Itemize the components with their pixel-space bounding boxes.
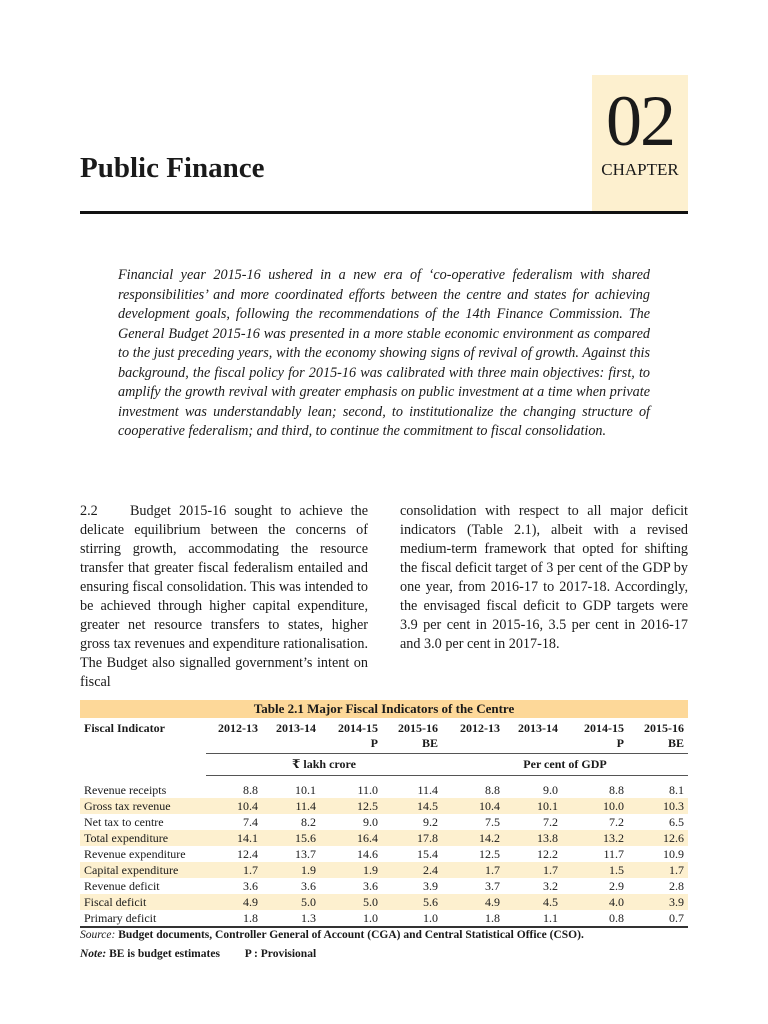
table-cell: 7.4 xyxy=(243,814,258,829)
table-cell: 13.2 xyxy=(562,830,628,846)
year-header: 2014-15 P xyxy=(584,721,624,750)
table-caption: Table 2.1 Major Fiscal Indicators of the Centre xyxy=(80,700,688,718)
table-grid xyxy=(80,718,688,926)
table-cell: 3.6 xyxy=(243,878,258,893)
page-title: Public Finance xyxy=(80,152,265,184)
unit-lakh-crore: ₹ lakh crore xyxy=(206,754,442,776)
table-cell: 4.5 xyxy=(504,894,562,910)
year-header: 2013-14 xyxy=(518,721,558,735)
table-cell: 11.0 xyxy=(357,782,378,797)
table-cell: 8.8 xyxy=(243,782,258,797)
table-cell: 13.7 xyxy=(295,846,316,861)
table-row xyxy=(80,830,688,846)
table-cell: 14.2 xyxy=(442,830,504,846)
row-label: Revenue deficit xyxy=(84,878,160,893)
table-cell: 12.2 xyxy=(537,846,558,861)
year-header: 2015-16 BE xyxy=(398,721,438,750)
note-label: Note: xyxy=(80,948,107,960)
table-row xyxy=(80,878,688,894)
row-label: Net tax to centre xyxy=(84,814,164,829)
table-cell: 5.0 xyxy=(320,894,382,910)
table-cell: 9.2 xyxy=(423,814,438,829)
table-cell: 1.8 xyxy=(485,910,500,925)
table-cell: 6.5 xyxy=(669,814,684,829)
table-cell: 13.8 xyxy=(504,830,562,846)
row-label: Revenue receipts xyxy=(84,782,167,797)
table-cell: 3.9 xyxy=(628,894,688,910)
table-cell: 0.7 xyxy=(669,910,684,925)
table-cell: 3.9 xyxy=(423,878,438,893)
table-body xyxy=(80,782,688,926)
table-row xyxy=(80,910,688,926)
row-label: Primary deficit xyxy=(84,910,157,925)
year-header-row xyxy=(80,718,688,754)
table-cell: 15.6 xyxy=(262,830,320,846)
table-cell: 8.8 xyxy=(485,782,500,797)
table-cell: 5.6 xyxy=(382,894,442,910)
table-row xyxy=(80,846,688,862)
table-cell: 11.4 xyxy=(262,798,320,814)
table-cell: 1.7 xyxy=(442,862,504,878)
table-cell: 4.9 xyxy=(206,894,262,910)
table-cell: 2.9 xyxy=(609,878,624,893)
table-cell: 11.4 xyxy=(417,782,438,797)
table-cell: 1.0 xyxy=(363,910,378,925)
table-cell: 3.6 xyxy=(301,878,316,893)
table-cell: 1.9 xyxy=(320,862,382,878)
table-cell: 12.6 xyxy=(628,830,688,846)
intro-paragraph: Financial year 2015-16 ushered in a new era of ‘co-operative federalism with shared responsibilities’ and more coordinated efforts between the centre and states for achieving development goals, following the recommendations of the 14th Finance Commission. The General Budget 2015-16 was presented in a more stable economic environment as compared to the just preceding years, with the economy showing signs of revival of growth. Against this background, the fiscal policy for 2015-16 was calibrated with three main objectives: first, to amplify the growth revival with greater emphasis on public investment at a time when private investment was understandably lean; second, to institutionalize the changing structure of cooperative federalism; and third, to continue the commitment to fiscal consolidation. xyxy=(118,267,650,439)
row-label: Total expenditure xyxy=(80,830,206,846)
table-note xyxy=(80,947,688,962)
table-cell: 5.0 xyxy=(262,894,320,910)
unit-header-row xyxy=(80,754,688,776)
indicator-header: Fiscal Indicator xyxy=(84,721,165,735)
table-cell: 2.8 xyxy=(669,878,684,893)
chapter-number: 02 xyxy=(606,81,674,161)
table-row xyxy=(80,798,688,814)
table-cell: 1.9 xyxy=(262,862,320,878)
source-label: Source: xyxy=(80,929,116,941)
source-text: Budget documents, Controller General of Account (CGA) and Central Statistical Office (CSO). xyxy=(118,929,584,941)
table-cell: 10.3 xyxy=(628,798,688,814)
table-cell: 10.0 xyxy=(562,798,628,814)
unit-percent-gdp: Per cent of GDP xyxy=(442,754,688,776)
note-be: BE is budget estimates xyxy=(109,948,220,960)
table-cell: 1.7 xyxy=(628,862,688,878)
table-cell: 1.3 xyxy=(301,910,316,925)
table-row xyxy=(80,814,688,830)
table-cell: 9.0 xyxy=(543,782,558,797)
table-row xyxy=(80,894,688,910)
table-cell: 10.4 xyxy=(206,798,262,814)
table-cell: 4.9 xyxy=(442,894,504,910)
table-cell: 12.4 xyxy=(237,846,258,861)
table-cell: 10.1 xyxy=(295,782,316,797)
table-cell: 0.8 xyxy=(609,910,624,925)
row-label: Revenue expenditure xyxy=(84,846,186,861)
year-header: 2012-13 xyxy=(218,721,258,735)
table-cell: 17.8 xyxy=(382,830,442,846)
table-cell: 14.6 xyxy=(357,846,378,861)
chapter-badge xyxy=(592,75,688,213)
row-label: Fiscal deficit xyxy=(80,894,206,910)
row-label: Capital expenditure xyxy=(80,862,206,878)
table-cell: 1.1 xyxy=(543,910,558,925)
fiscal-indicators-table xyxy=(80,700,688,928)
table-cell: 10.4 xyxy=(442,798,504,814)
table-cell: 1.0 xyxy=(423,910,438,925)
table-cell: 2.4 xyxy=(382,862,442,878)
table-cell: 15.4 xyxy=(417,846,438,861)
table-cell: 9.0 xyxy=(363,814,378,829)
table-source xyxy=(80,928,688,943)
table-cell: 11.7 xyxy=(603,846,624,861)
table-cell: 8.8 xyxy=(609,782,624,797)
table-cell: 3.6 xyxy=(363,878,378,893)
table-cell: 1.8 xyxy=(243,910,258,925)
table-cell: 1.5 xyxy=(562,862,628,878)
note-provisional: P : Provisional xyxy=(244,948,317,960)
body-column-right: consolidation with respect to all major deficit indicators (Table 2.1), albeit with a revised medium-term framework that opted for shifting the fiscal deficit target of 3 per cent of the GDP by one year, from 2016-17 to 2017-18. Accordingly, the envisaged fiscal deficit to GDP targets were 3.9 per cent in 2015-16, 3.5 per cent in 2016-17 and 3.0 per cent in 2017-18. xyxy=(400,503,688,652)
table-cell: 10.9 xyxy=(663,846,684,861)
body-column-left: 2.2 Budget 2015-16 sought to achieve the delicate equilibrium between the concerns of stirring growth, accommodating the resource transfer that greater fiscal federalism entailed and ensuring fiscal consolidation. This was intended to be achieved through higher capital expenditure, greater net resource transfers to states, higher gross tax revenues and expenditure rationalisation. The Budget also signalled government’s intent on fiscal xyxy=(80,503,368,690)
table-cell: 1.7 xyxy=(206,862,262,878)
table-cell: 7.2 xyxy=(543,814,558,829)
year-header: 2013-14 xyxy=(276,721,316,735)
table-row xyxy=(80,862,688,878)
table-cell: 16.4 xyxy=(320,830,382,846)
table-cell: 12.5 xyxy=(479,846,500,861)
title-rule xyxy=(80,211,688,214)
table-cell: 12.5 xyxy=(320,798,382,814)
year-header: 2012-13 xyxy=(460,721,500,735)
table-cell: 14.5 xyxy=(382,798,442,814)
year-header: 2014-15 P xyxy=(338,721,378,750)
year-header: 2015-16 BE xyxy=(644,721,684,750)
table-cell: 1.7 xyxy=(504,862,562,878)
table-cell: 8.2 xyxy=(301,814,316,829)
row-label: Gross tax revenue xyxy=(80,798,206,814)
chapter-label: CHAPTER xyxy=(601,160,679,179)
table-cell: 8.1 xyxy=(669,782,684,797)
table-cell: 14.1 xyxy=(206,830,262,846)
table-cell: 10.1 xyxy=(504,798,562,814)
table-row xyxy=(80,782,688,798)
table-cell: 3.2 xyxy=(543,878,558,893)
table-cell: 4.0 xyxy=(562,894,628,910)
table-cell: 7.5 xyxy=(485,814,500,829)
table-cell: 3.7 xyxy=(485,878,500,893)
table-cell: 7.2 xyxy=(609,814,624,829)
